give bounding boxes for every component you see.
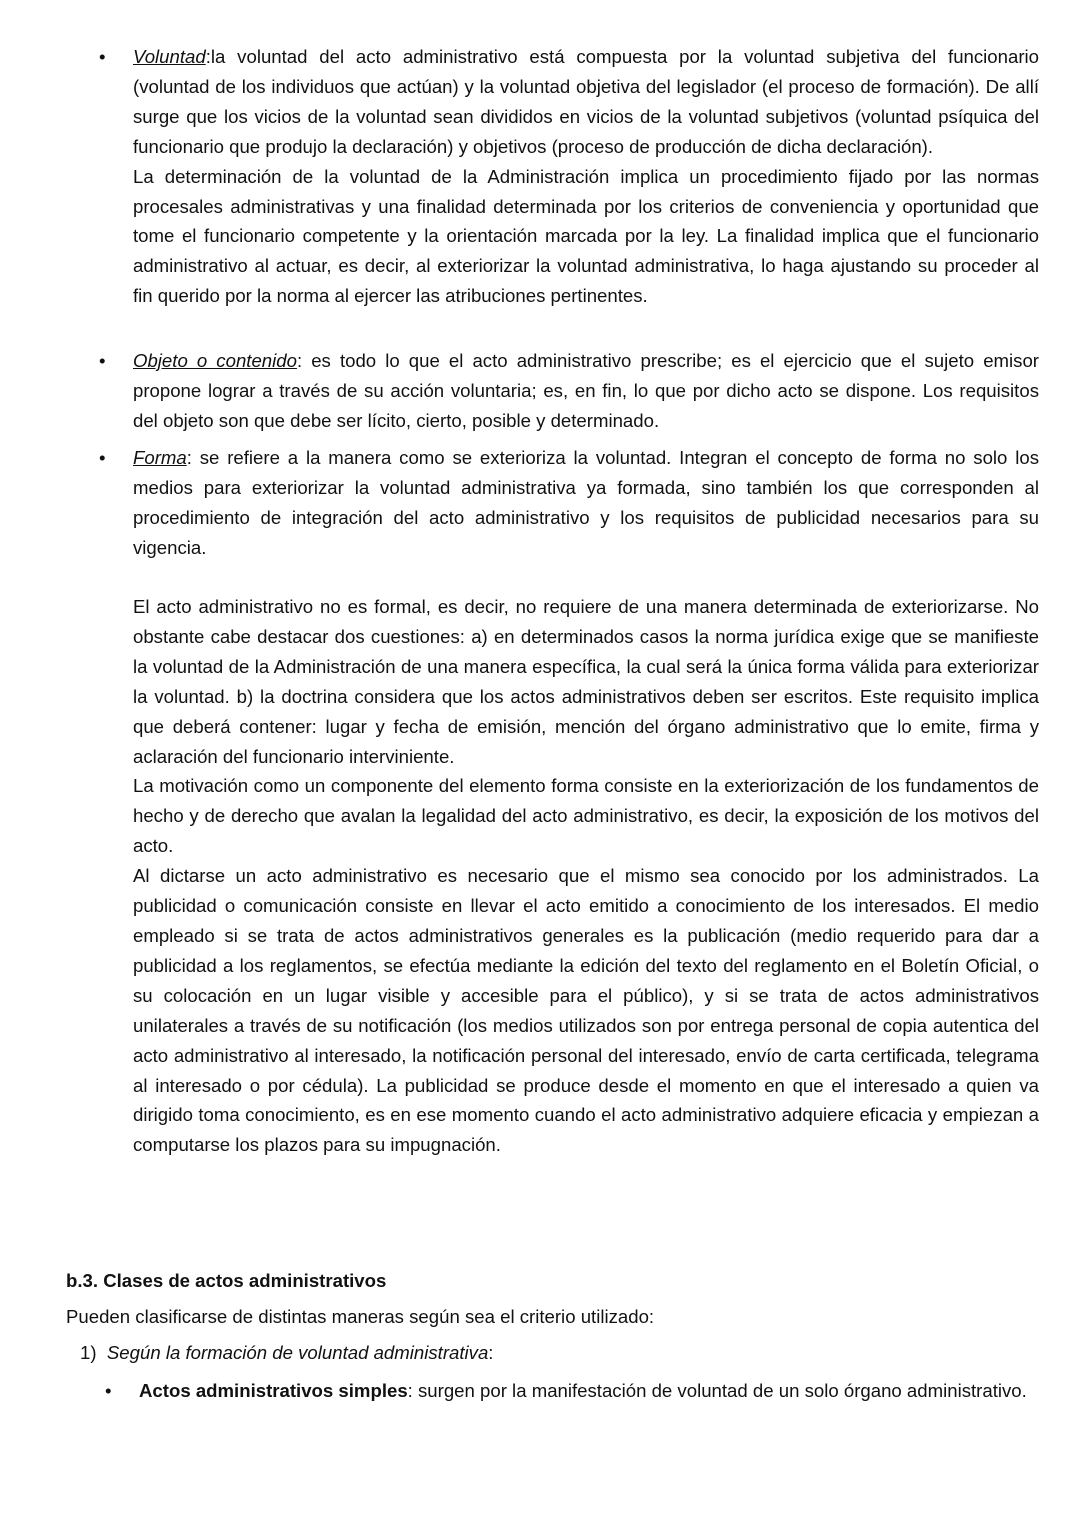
section-intro: Pueden clasificarse de distintas maneras según sea el criterio utilizado: <box>66 1306 655 1327</box>
sub-bullet-actos-simples <box>105 1376 1039 1406</box>
section-heading: b.3. Clases de actos administrativos <box>66 1270 387 1291</box>
bullet-forma <box>99 443 1039 563</box>
voluntad-paragraph-2: La determinación de la voluntad de la Administración implica un procedimiento fijado por las normas procesales administrativas y una finalidad determinada por los criterios de conveniencia y oportunidad que tome el funcionario competente y la orientación marcada por la ley. La finalidad implica que el funcionario administrativo al actuar, es decir, al exteriorizar la voluntad administrativa, lo haga ajustando su proceder al fin querido por la norma al ejercer las atribuciones pertinentes. <box>133 165 1039 307</box>
objeto-text: : es todo lo que el acto administrativo prescribe; es el ejercicio que el sujeto emisor propone lograr a través de su acción voluntaria; es, en fin, lo que por dicho acto se dispone. Los requisitos del objeto son que debe ser lícito, cierto, posible y determinado. <box>133 350 1039 431</box>
forma-paragraph-2: El acto administrativo no es formal, es decir, no requiere de una manera determinada de exteriorizarse. No obstante cabe destacar dos cuestiones: a) en determinados casos la norma jurídica exige que se manifieste la voluntad de la Administración de una manera específica, la cual será la única forma válida para exteriorizar la voluntad. b) la doctrina considera que los actos administrativos deben ser escritos. Este requisito implica que deberá contener: lugar y fecha de emisión, mención del órgano administrativo que lo emite, firma y aclaración del funcionario interviniente. <box>133 596 1039 767</box>
forma-paragraph-2-block <box>133 592 1039 1160</box>
item-number: 1) <box>80 1342 97 1363</box>
term-actos-simples: Actos administrativos simples <box>139 1380 408 1401</box>
bullet-voluntad <box>99 42 1039 311</box>
voluntad-paragraph-1 <box>133 42 1039 162</box>
forma-paragraph-3: La motivación como un componente del elemento forma consiste en la exteriorización de los fundamentos de hecho y de derecho que avalan la legalidad del acto administrativo, es decir, la exposición de los motivos del acto. <box>133 775 1039 857</box>
forma-paragraph-4: Al dictarse un acto administrativo es necesario que el mismo sea conocido por los administrados. La publicidad o comunicación consiste en llevar el acto emitido a conocimiento de los interesados. El medio empleado si se trata de actos administrativos generales es la publicación (medio requerido para dar a publicidad a los reglamentos, se efectúa mediante la edición del texto del reglamento en el Boletín Oficial, o su colocación en un lugar visible y accesible para el público), y si se trata de actos administrativos unilaterales a través de su notificación (los medios utilizados son por entrega personal de copia autentica del acto administrativo al interesado, la notificación personal del interesado, envío de carta certificada, telegrama al interesado o por cédula). La publicidad se produce desde el momento en que el interesado a quien va dirigido toma conocimiento, es en ese momento cuando el acto administrativo adquiere eficacia y empiezan a computarse los plazos para su impugnación. <box>133 865 1039 1156</box>
item-label: Según la formación de voluntad administrativa <box>106 1342 489 1363</box>
forma-text: : se refiere a la manera como se exterioriza la voluntad. Integran el concepto de forma no solo los medios para exteriorizar la voluntad administrativa ya formada, sino también los que corresponden al procedimiento de integración del acto administrativo y los requisitos de publicidad necesarios para su vigencia. <box>133 447 1039 558</box>
term-separator: : <box>205 46 211 67</box>
term-objeto: Objeto o contenido <box>133 350 297 371</box>
sub-bullet-text: : surgen por la manifestación de voluntad de un solo órgano administrativo. <box>407 1380 1027 1401</box>
term-forma: Forma <box>133 447 187 468</box>
item-colon: : <box>488 1342 494 1363</box>
bullet-marker: • <box>105 1380 112 1401</box>
bullet-objeto <box>99 346 1039 436</box>
forma-paragraph-1 <box>133 443 1039 563</box>
bullet-marker: • <box>99 447 106 468</box>
bullet-marker: • <box>99 350 106 371</box>
bullet-marker: • <box>99 46 106 67</box>
objeto-paragraph <box>133 346 1039 436</box>
voluntad-text-1: la voluntad del acto administrativo está compuesta por la voluntad subjetiva del funcionario (voluntad de los individuos que actúan) y la voluntad objetiva del legislador (el proceso de formación). De allí surge que los vicios de la voluntad sean divididos en vicios de la voluntad subjetivos (voluntad psíquica del funcionario que produjo la declaración) y objetivos (proceso de producción de dicha declaración). <box>133 46 1039 157</box>
sub-bullet-paragraph <box>139 1376 1039 1406</box>
numbered-item-1 <box>80 1338 493 1368</box>
term-voluntad: Voluntad <box>133 46 206 67</box>
